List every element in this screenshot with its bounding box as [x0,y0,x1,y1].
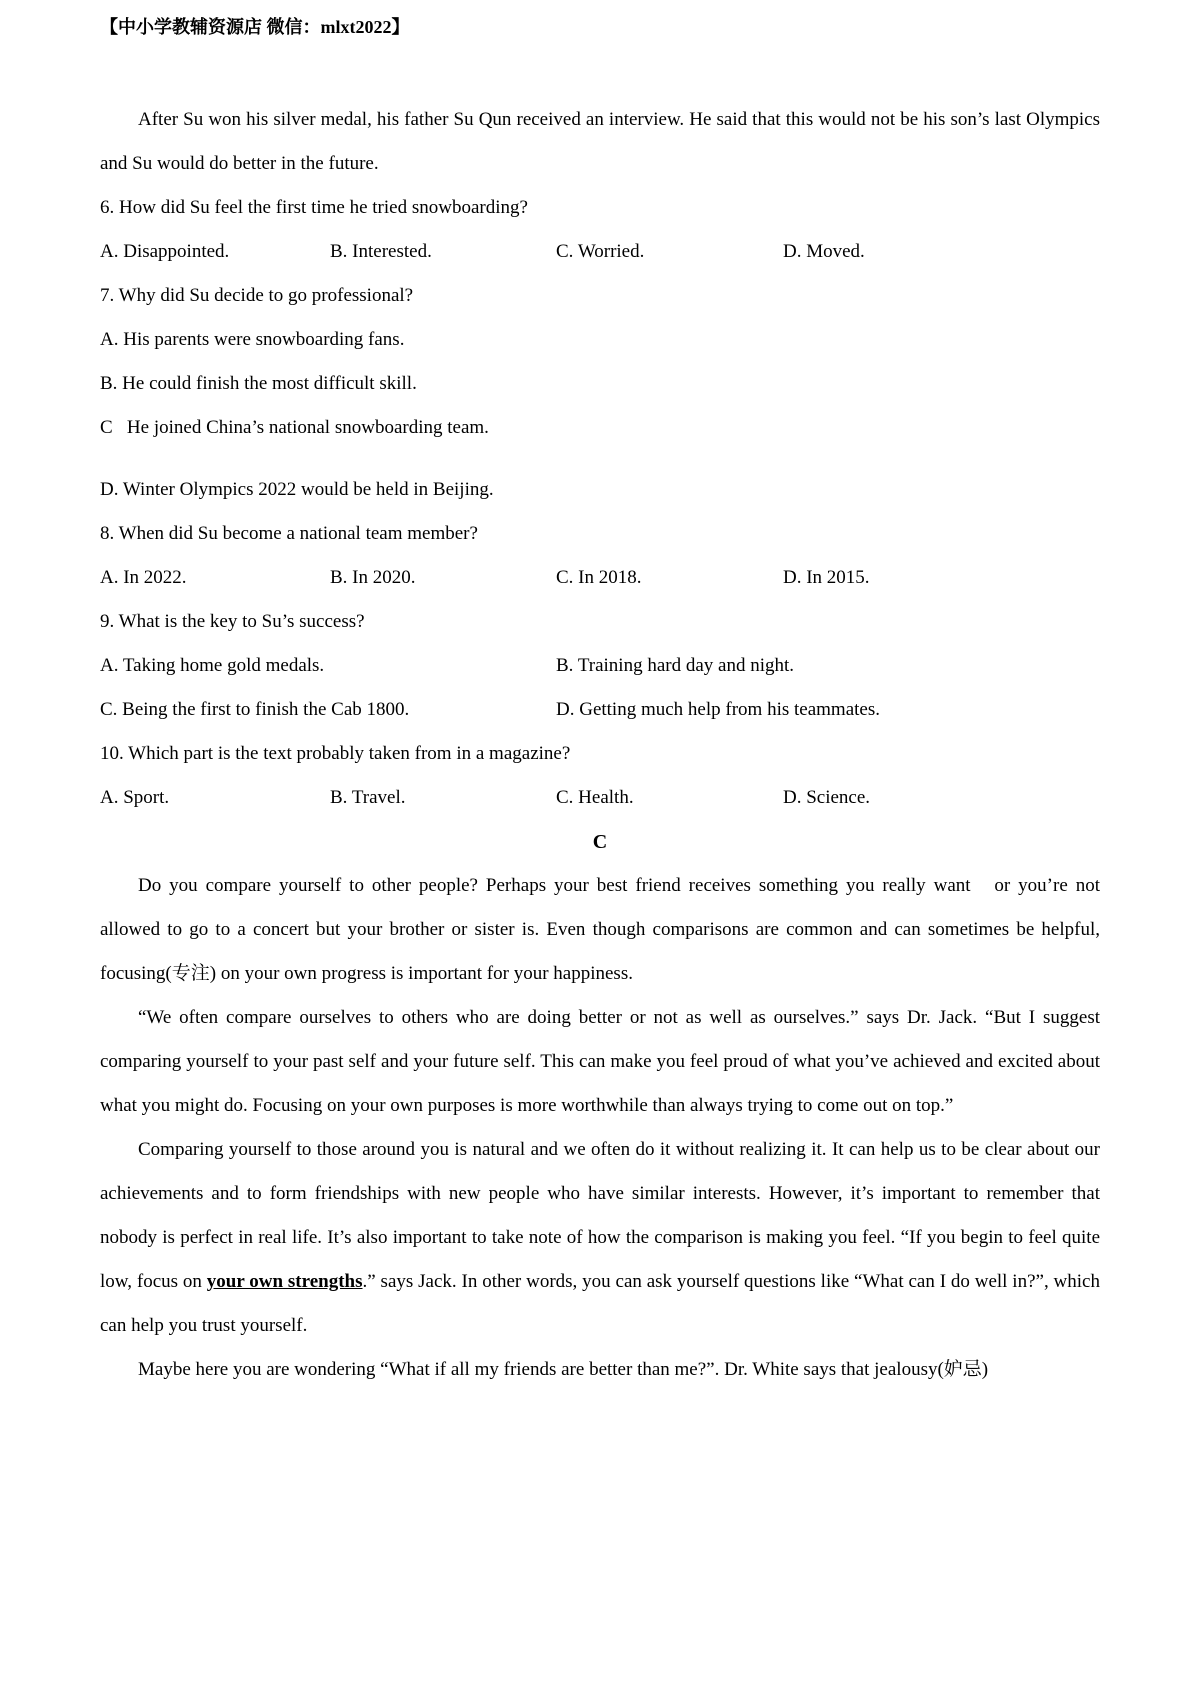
question-8-text: 8. When did Su become a national team member? [100,523,478,544]
question-6-options [100,230,1100,274]
question-6 [100,186,1100,274]
question-8-option-a: A. In 2022. [100,567,187,588]
section-c-paragraph-3 [100,1128,1100,1348]
document-content [100,98,1100,1392]
question-10 [100,732,1100,820]
question-10-option-c: C. Health. [556,787,634,808]
section-c-paragraph-2: “We often compare ourselves to others who are doing better or not as well as ourselves.” says Dr. Jack. “But I suggest comparing yourself to your past self and your future self. This can make you feel proud of what you’ve achieved and excited about what you might do. Focusing on your own purposes is more worthwhile than always trying to come out on top.” [100,1007,1100,1116]
question-9-option-c: C. Being the first to finish the Cab 1800. [100,699,410,720]
store-watermark-header: 【中小学教辅资源店 微信：mlxt2022】 [100,17,410,37]
question-7-option-a: A. His parents were snowboarding fans. [100,329,405,350]
question-6-text: 6. How did Su feel the first time he tried snowboarding? [100,197,528,218]
question-10-option-a: A. Sport. [100,787,170,808]
question-7-text: 7. Why did Su decide to go professional? [100,285,414,306]
question-6-option-d: D. Moved. [783,241,865,262]
paragraph-3-lead-text: Comparing yourself to those around you is natural and we often do it without realizing it. It can help us to be clear about our achievements and to form friendships with new people who have similar interests. However, it’s important to remember that nobody is perfect in real life. It’s also important to take note of how the comparison is making you feel. “If you begin to feel quite low, focus on [100,1139,1100,1292]
question-8-option-b: B. In 2020. [330,567,416,588]
question-7-option-b: B. He could finish the most difficult skill. [100,373,417,394]
question-10-option-b: B. Travel. [330,787,406,808]
question-6-option-c: C. Worried. [556,241,645,262]
question-9-options [100,644,1100,732]
question-9 [100,600,1100,732]
question-8-option-c: C. In 2018. [556,567,642,588]
paragraph-3-trailing-text: .” says Jack. In other words, you can ask yourself questions like “What can I do well in?”, which can help you trust yourself. [100,1271,1100,1336]
question-10-options [100,776,1100,820]
question-9-text: 9. What is the key to Su’s success? [100,611,365,632]
question-6-option-b: B. Interested. [330,241,432,262]
passage-intro-paragraph: After Su won his silver medal, his father Su Qun received an interview. He said that this would not be his son’s last Olympics and Su would do better in the future. [100,109,1100,174]
question-7-options [100,318,1100,512]
question-7-option-c: C He joined China’s national snowboarding team. [100,417,489,438]
section-c-paragraph-1: Do you compare yourself to other people? Perhaps your best friend receives something you really want or you’re not allowed to go to a concert but your brother or sister is. Even though comparisons are common and can sometimes be helpful, focusing(专注) on your own progress is important for your happiness. [100,875,1100,984]
section-c-title: C [592,831,608,853]
question-6-option-a: A. Disappointed. [100,241,230,262]
question-9-option-d: D. Getting much help from his teammates. [556,699,880,720]
paragraph-3-emphasized-phrase: your own strengths [206,1271,363,1292]
question-10-text: 10. Which part is the text probably taken from in a magazine? [100,743,571,764]
question-10-option-d: D. Science. [783,787,871,808]
question-8-option-d: D. In 2015. [783,567,870,588]
question-7-option-d: D. Winter Olympics 2022 would be held in Beijing. [100,479,494,500]
question-9-option-b: B. Training hard day and night. [556,655,795,676]
question-8-options [100,556,1100,600]
question-7 [100,274,1100,512]
section-c-paragraph-4: Maybe here you are wondering “What if all my friends are better than me?”. Dr. White says that jealousy(妒忌) [138,1359,989,1380]
question-8 [100,512,1100,600]
question-9-option-a: A. Taking home gold medals. [100,655,325,676]
